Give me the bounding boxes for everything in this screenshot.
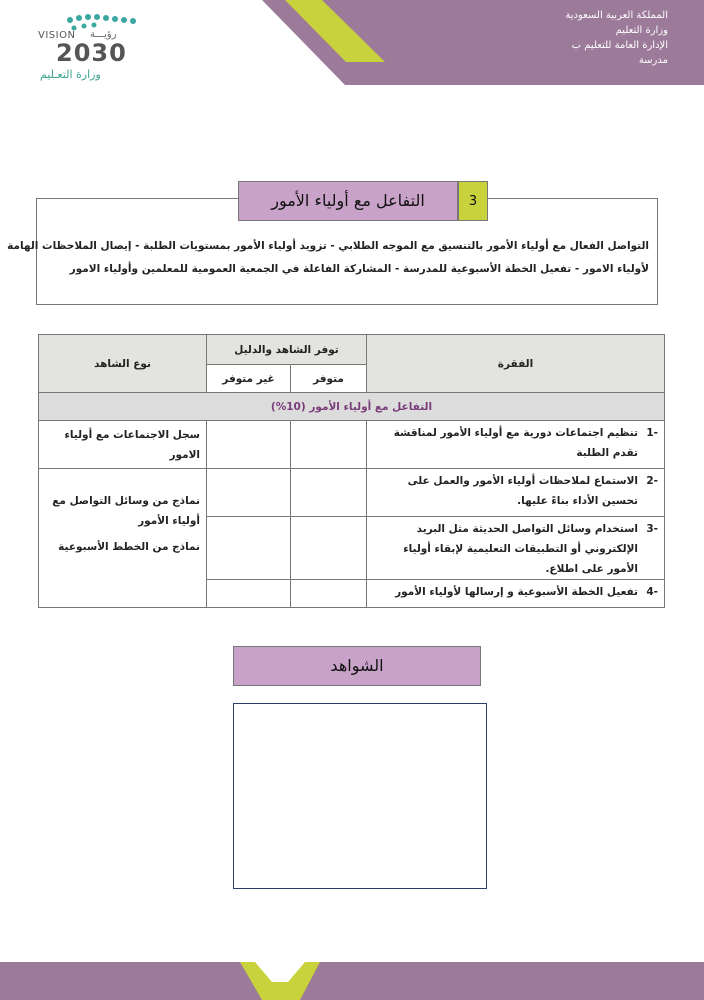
header-line-ministry: وزارة التعليم — [615, 25, 668, 36]
item-number: -3 — [646, 523, 658, 535]
section-title: التفاعل مع أولياء الأمور — [238, 181, 458, 221]
logo-ministry-text: وزارة التعـليم — [40, 68, 101, 81]
item-text: استخدام وسائل التواصل الحديثة مثل البريد الإلكتروني أو التطبيقات التعليمية لإبقاء أولياء الأمور على اطلاع. — [403, 523, 638, 575]
header-not-available: غير متوفر — [207, 365, 291, 393]
header-availability: توفر الشاهد والدليل — [207, 335, 367, 365]
evidence-type-cell: سجل الاجتماعات مع أولياء الامور — [39, 421, 207, 469]
item-text: تفعيل الخطة الأسبوعية و إرسالها لأولياء الأمور — [395, 586, 638, 598]
available-checkbox-cell[interactable] — [291, 469, 367, 517]
header-line-school: مدرسة — [638, 55, 668, 66]
table-row — [39, 469, 665, 517]
description-line-2: لأولياء الامور - تفعيل الخطة الأسبوعية للمدرسة - المشاركة الفاعلة في الجمعية العمومية للمعلمين وأولياء الامور — [69, 263, 649, 275]
available-checkbox-cell[interactable] — [291, 580, 367, 608]
table-section-row: التفاعل مع أولياء الأمور (10%) — [39, 393, 665, 421]
item-text: تنظيم اجتماعات دورية مع أولياء الأمور لمناقشة تقدم الطلبة — [393, 427, 638, 459]
header-available: متوفر — [291, 365, 367, 393]
vision-2030-logo — [38, 12, 150, 82]
evidence-attachment-box[interactable] — [233, 703, 487, 889]
section-number-badge: 3 — [458, 181, 488, 221]
item-cell — [367, 421, 665, 469]
header-item: الفقرة — [367, 335, 665, 393]
logo-vision-ar: رؤيـــة — [90, 29, 117, 40]
not-available-checkbox-cell[interactable] — [207, 580, 291, 608]
available-checkbox-cell[interactable] — [291, 517, 367, 580]
evidence-title: الشواهد — [233, 646, 481, 686]
footer-band — [0, 962, 704, 1000]
evidence-comm-samples: نماذج من وسائل التواصل مع أولياء الأمور — [52, 495, 200, 527]
evidence-type-cell — [39, 469, 207, 608]
header-evidence-type: نوع الشاهد — [39, 335, 207, 393]
not-available-checkbox-cell[interactable] — [207, 421, 291, 469]
header-line-country: المملكة العربية السعودية — [565, 10, 668, 21]
section-description — [7, 235, 649, 281]
description-line-1: التواصل الفعال مع أولياء الأمور بالتنسيق مع الموجه الطلابي - تزويد أولياء الأمور بمستويات الطلبة - إيصال الملاحظات الهامة — [7, 240, 649, 252]
item-cell — [367, 469, 665, 517]
item-cell — [367, 517, 665, 580]
header-line-directorate: الإدارة العامة للتعليم ب — [571, 40, 668, 51]
not-available-checkbox-cell[interactable] — [207, 517, 291, 580]
not-available-checkbox-cell[interactable] — [207, 469, 291, 517]
evaluation-table — [38, 334, 665, 608]
item-number: -2 — [646, 475, 658, 487]
evidence-weekly-plans: نماذج من الخطط الأسبوعية — [58, 541, 200, 553]
item-number: -4 — [646, 586, 658, 598]
item-number: -1 — [646, 427, 658, 439]
item-text: الاستماع لملاحظات أولياء الأمور والعمل على تحسين الأداء بناءً عليها. — [407, 475, 638, 507]
table-row — [39, 421, 665, 469]
logo-year: 2030 — [56, 39, 127, 67]
logo-vision-label: VISION — [38, 30, 76, 41]
header-ministry-text — [448, 8, 668, 68]
item-cell — [367, 580, 665, 608]
available-checkbox-cell[interactable] — [291, 421, 367, 469]
